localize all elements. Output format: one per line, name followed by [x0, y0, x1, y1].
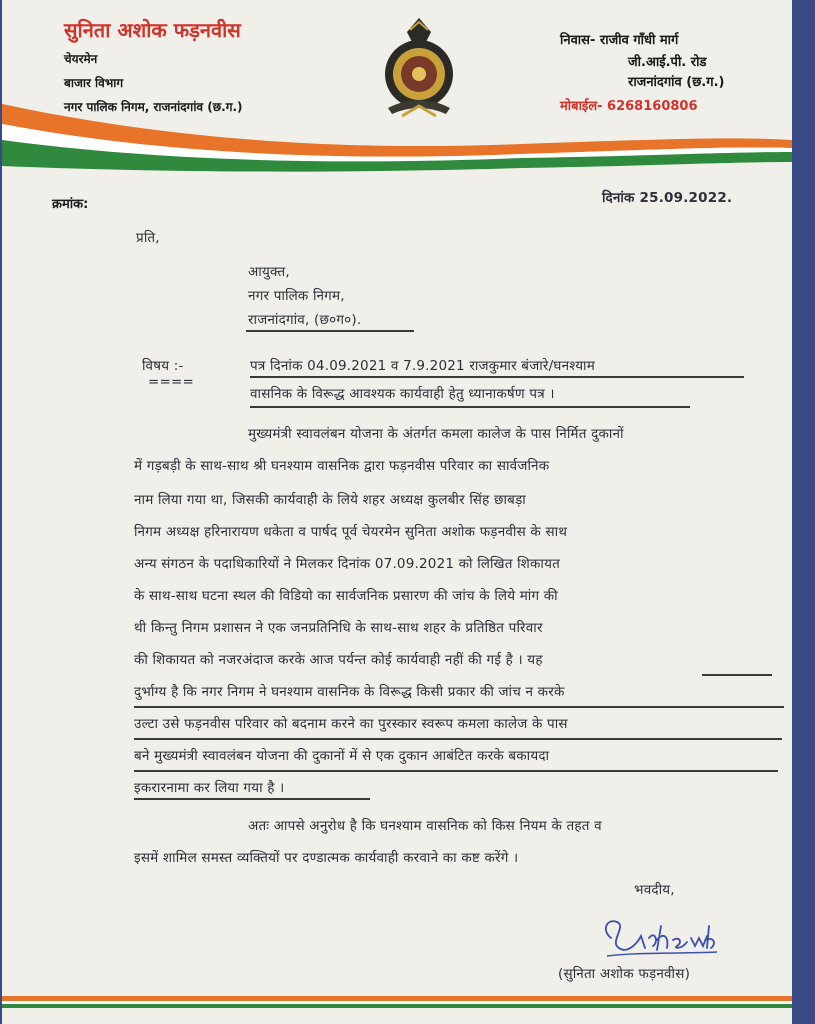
subject-rule-2 [250, 406, 690, 408]
sender-mobile: मोबाईल- 6268160806 [560, 99, 698, 114]
body-line-1: मुख्यमंत्री स्वावलंबन योजना के अंतर्गत कमला कालेज के पास निर्मित दुकानों [248, 426, 624, 442]
reference-number-label: क्रमांक: [52, 197, 89, 212]
closing-text: भवदीय, [634, 882, 675, 898]
body-rule-5 [134, 798, 370, 800]
addressee-line-2: नगर पालिक निगम, [248, 288, 345, 304]
body-line-11: बने मुख्यमंत्री स्वावलंबन योजना की दुकानों में से एक दुकान आबंटित करके बकायदा [134, 748, 550, 764]
sender-name: सुनिता अशोक फड़नवीस [64, 18, 241, 42]
body-line-8: की शिकायत को नजरअंदाज करके आज पर्यन्त कोई कार्यवाही नहीं की गई है । यह [134, 652, 543, 668]
body-line-12: इकरारनामा कर लिया गया है । [134, 780, 285, 796]
tricolor-swoosh [2, 96, 792, 186]
body-line-10: उल्टा उसे फड़नवीस परिवार को बदनाम करने का पुरस्कार स्वरूप कमला कालेज के पास [134, 716, 568, 732]
body-line-5: अन्य संगठन के पदाधिकारियों ने मिलकर दिनांक 07.09.2021 को लिखित शिकायत [134, 556, 561, 572]
address-line-3: राजनांदगांव (छ.ग.) [628, 75, 725, 90]
signatory-name: (सुनिता अशोक फड़नवीस) [558, 966, 691, 982]
sender-organization: नगर पालिक निगम, राजनांदगांव (छ.ग.) [64, 100, 243, 114]
sender-department: बाजार विभाग [64, 76, 124, 90]
request-line-2: इसमें शामिल समस्त व्यक्तियों पर दण्डात्मक कार्यवाही करवाने का कष्ट करेंगे । [134, 850, 519, 866]
request-line-1: अतः आपसे अनुरोध है कि घनश्याम वासनिक को किस नियम के तहत व [248, 818, 602, 834]
footer-band [2, 990, 792, 1024]
body-line-3: नाम लिया गया था, जिसकी कार्यवाही के लिये शहर अध्यक्ष कुलबीर सिंह छाबड़ा [134, 492, 526, 508]
signature-mark [597, 908, 727, 964]
body-rule-3 [134, 738, 782, 740]
address-line-2: जी.आई.पी. रोड [628, 55, 707, 70]
letterhead-page [2, 0, 792, 1024]
letter-date: दिनांक 25.09.2022. [602, 190, 733, 206]
body-line-9: दुर्भाग्य है कि नगर निगम ने घनश्याम वासनिक के विरूद्ध किसी प्रकार की जांच न करके [134, 684, 565, 700]
addressee-underline [246, 330, 414, 332]
subject-underline-mark: ==== [148, 374, 195, 390]
address-line-1: निवास- राजीव गाँधी मार्ग [560, 33, 679, 48]
addressee-line-1: आयुक्त, [248, 264, 290, 280]
body-line-4: निगम अध्यक्ष हरिनारायण धकेता व पार्षद पूर्व चेयरमेन सुनिता अशोक फड़नवीस के साथ [134, 524, 568, 540]
body-rule-2 [134, 706, 784, 708]
subject-rule-1 [250, 376, 744, 378]
addressee-line-3: राजनांदगांव, (छ०ग०). [248, 312, 362, 328]
body-rule-4 [134, 770, 778, 772]
prati-label: प्रति, [136, 230, 160, 246]
subject-label: विषय :- [142, 358, 184, 374]
sender-designation: चेयरमेन [64, 52, 98, 66]
body-line-6: के साथ-साथ घटना स्थल की विडियो का सार्वजनिक प्रसारण की जांच के लिये मांग की [134, 588, 558, 604]
body-line-7: थी किन्तु निगम प्रशासन ने एक जनप्रतिनिधि के साथ-साथ शहर के प्रतिष्ठित परिवार [134, 620, 543, 636]
subject-line-2: वासनिक के विरूद्ध आवश्यक कार्यवाही हेतु ध्यानाकर्षण पत्र । [250, 386, 555, 402]
body-line-2: में गड़बड़ी के साथ-साथ श्री घनश्याम वासनिक द्वारा फड़नवीस परिवार का सार्वजनिक [134, 458, 550, 474]
body-rule-1 [702, 674, 772, 676]
subject-line-1: पत्र दिनांक 04.09.2021 व 7.9.2021 राजकुमार बंजारे/घनश्याम [250, 358, 596, 374]
